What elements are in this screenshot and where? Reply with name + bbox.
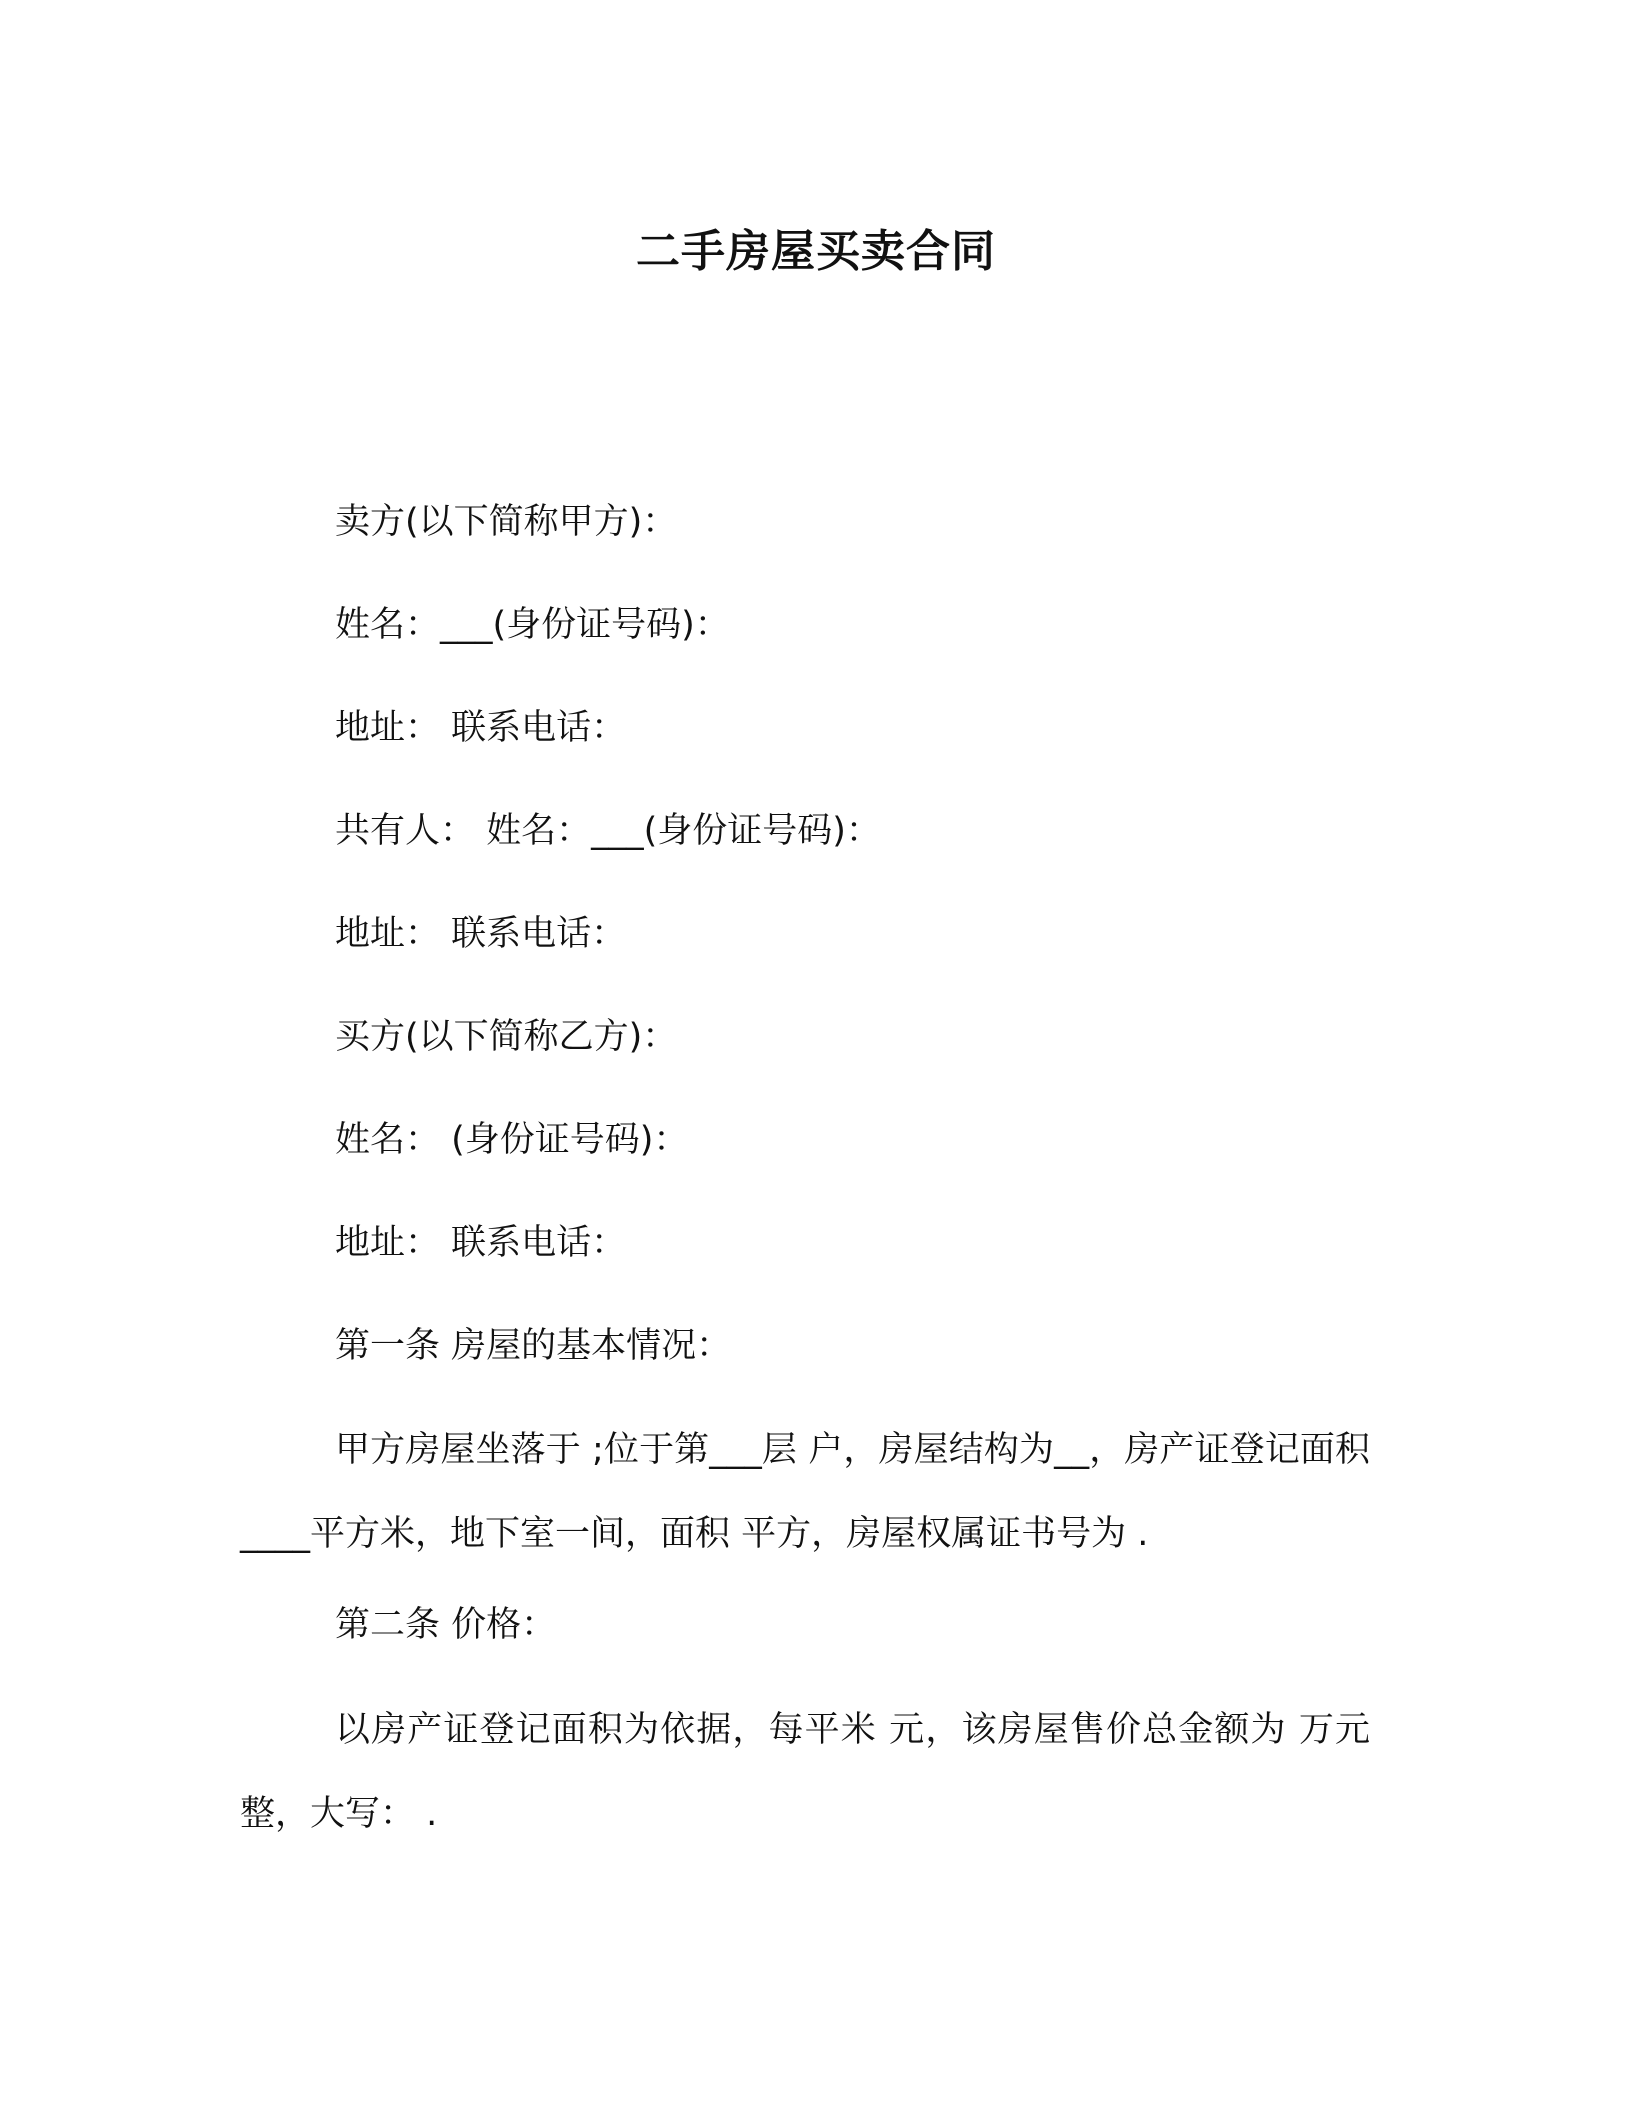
article-2-heading: 第二条 价格： (335, 1605, 557, 1645)
buyer-heading: 买方(以下简称乙方)： (335, 1017, 678, 1057)
document-title: 二手房屋买卖合同 (636, 226, 996, 277)
seller-heading: 卖方(以下简称甲方)： (335, 502, 678, 542)
buyer-name-id: 姓名： (身份证号码)： (335, 1120, 689, 1160)
article-2-body: 以房产证登记面积为依据，每平米 元，该房屋售价总金额为 万元整，大写： . (240, 1710, 1370, 1834)
seller-address-phone: 地址： 联系电话： (335, 708, 627, 748)
co-owner-name-id: 共有人： 姓名：___(身份证号码)： (335, 811, 881, 851)
buyer-address-phone: 地址： 联系电话： (335, 1223, 627, 1263)
article-1-body: 甲方房屋坐落于 ;位于第___层 户，房屋结构为__，房产证登记面积____平方米，地下室一间，面积 平方，房屋权属证书号为 . (240, 1430, 1370, 1554)
seller-name-id: 姓名：___(身份证号码)： (335, 605, 730, 645)
co-owner-address-phone: 地址： 联系电话： (335, 914, 627, 954)
article-1-heading: 第一条 房屋的基本情况： (335, 1326, 732, 1366)
